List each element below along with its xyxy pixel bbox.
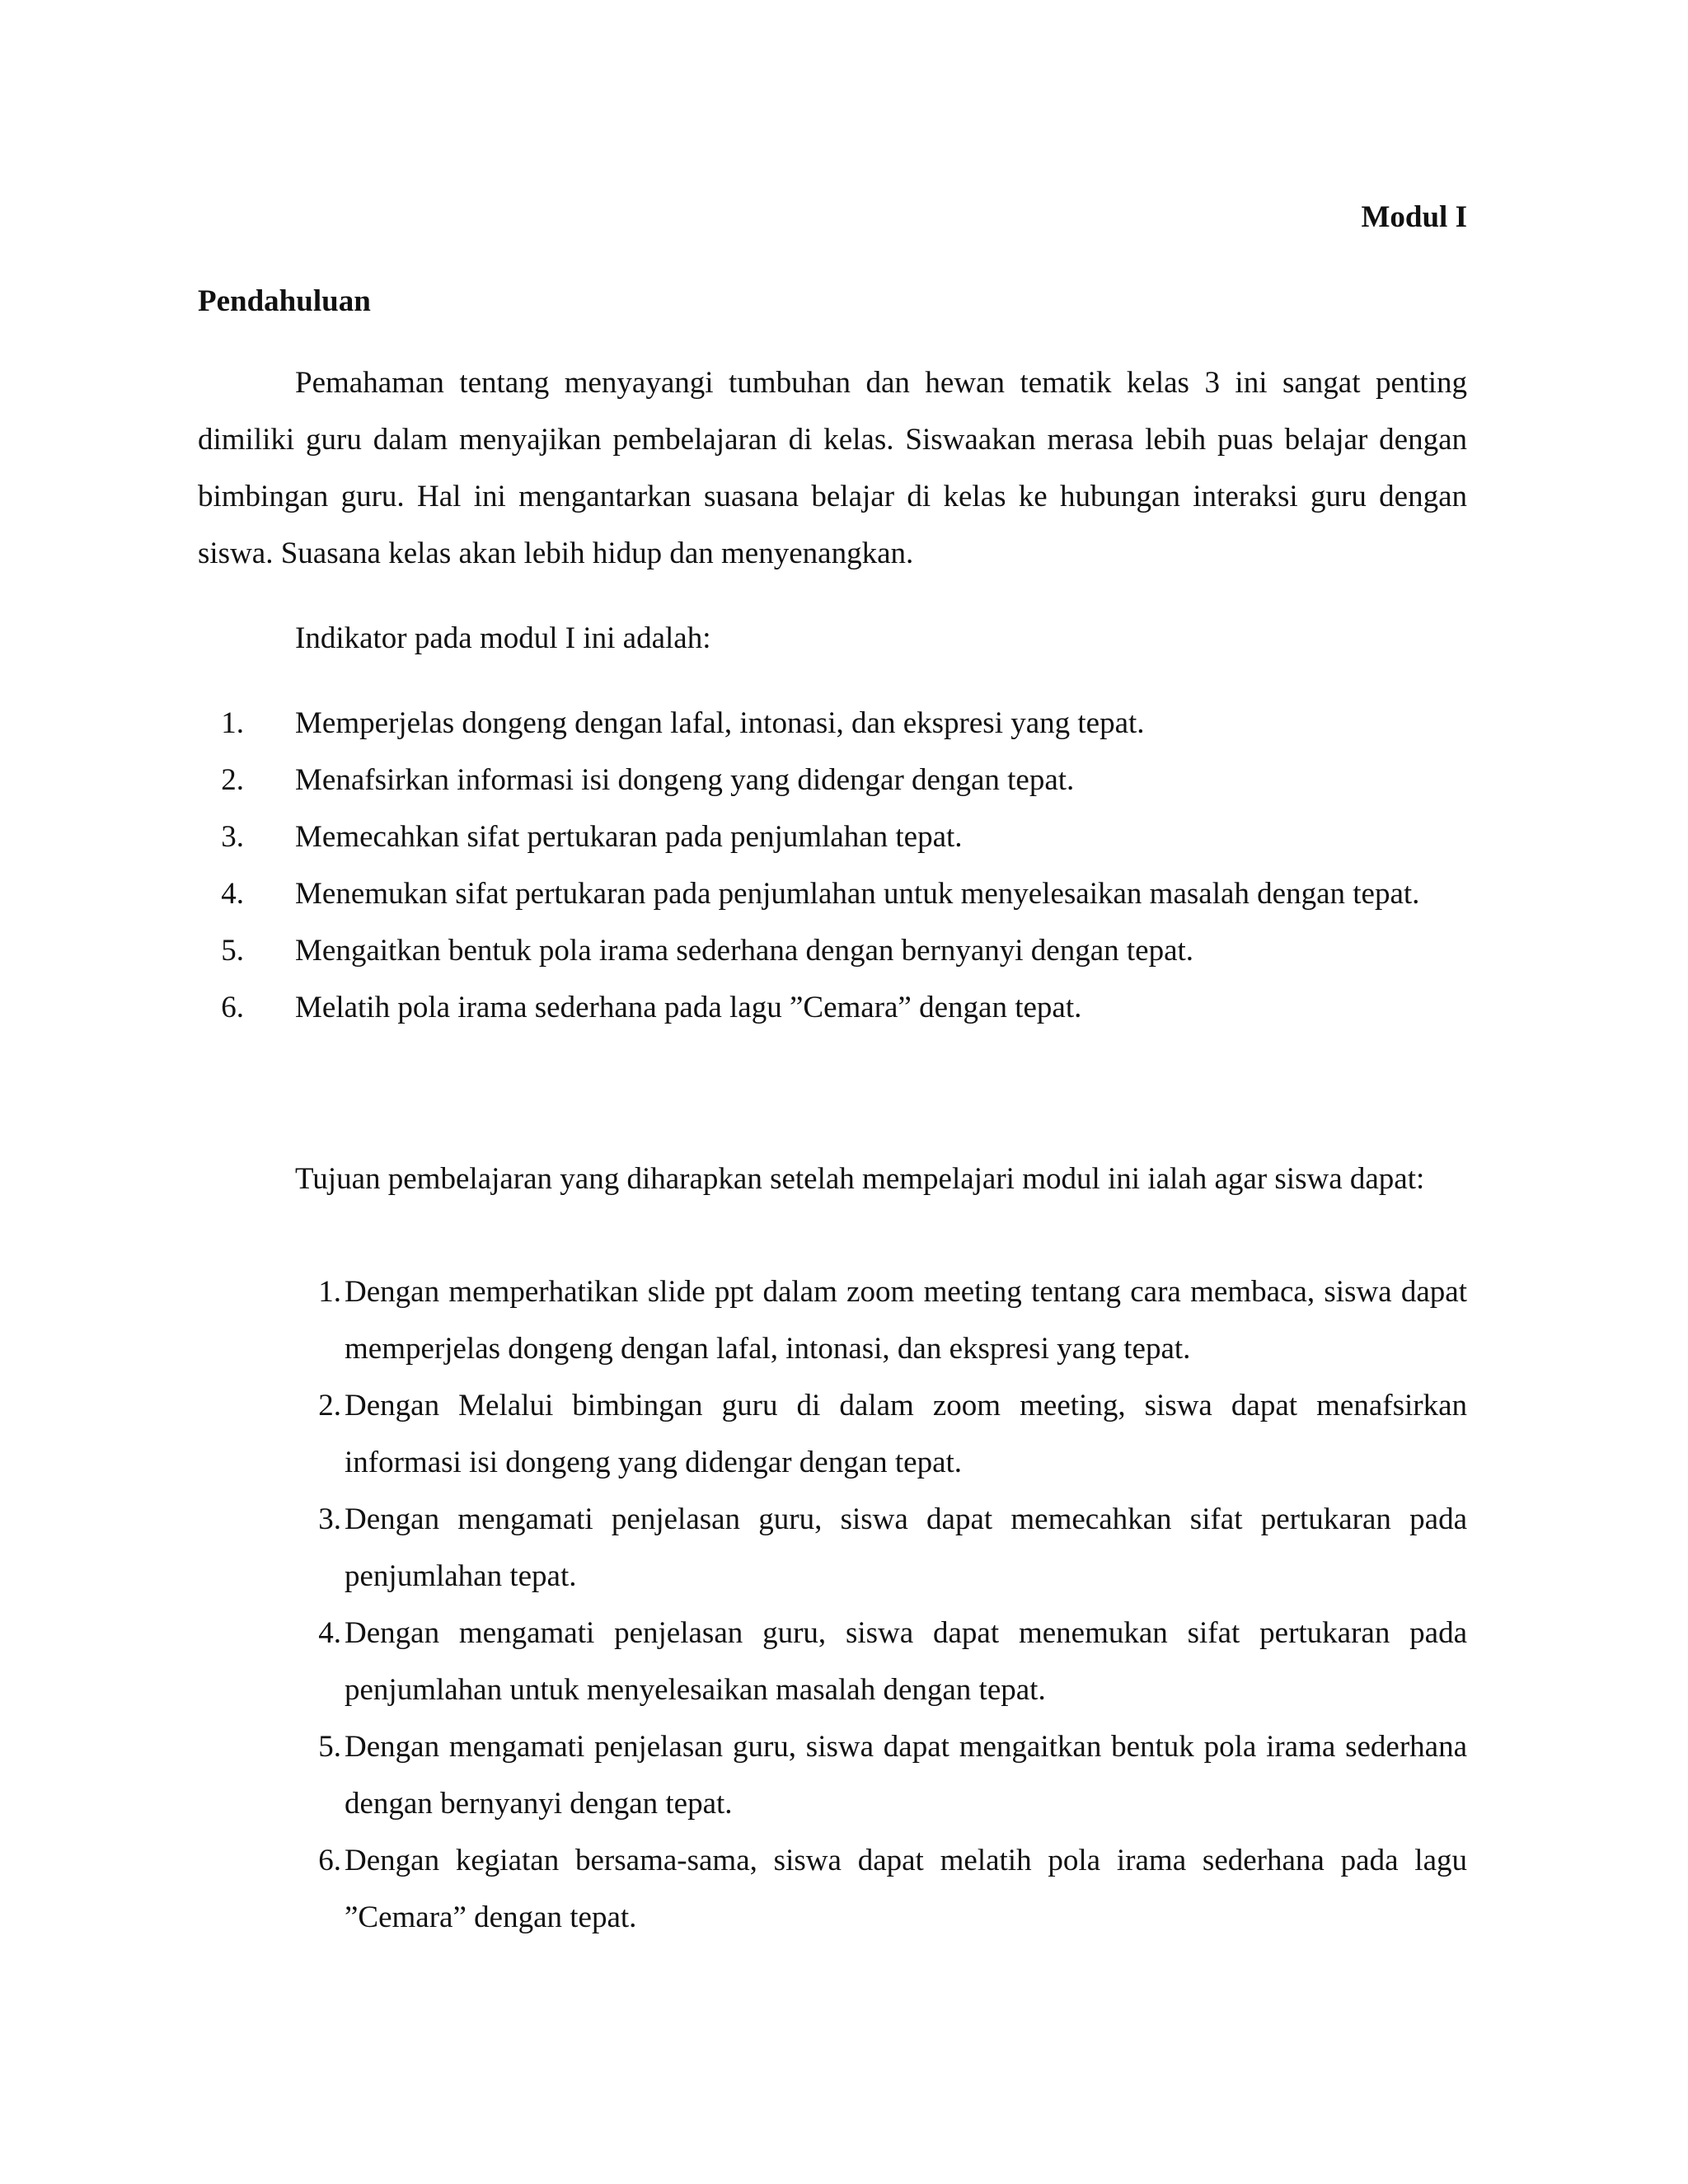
list-text: Mengaitkan bentuk pola irama sederhana dengan bernyanyi dengan tepat. [295, 934, 1194, 968]
list-item [221, 695, 1467, 752]
list-item [318, 1377, 1467, 1491]
list-item [318, 1718, 1467, 1832]
list-item [221, 922, 1467, 979]
list-text: Dengan mengamati penjelasan guru, siswa dapat memecahkan sifat pertukaran pada penjumlahan tepat. [345, 1502, 1467, 1593]
list-item [221, 865, 1467, 922]
list-text: Dengan Melalui bimbingan guru di dalam zoom meeting, siswa dapat menafsirkan informasi isi dongeng yang didengar dengan tepat. [345, 1389, 1467, 1479]
list-text: Dengan mengamati penjelasan guru, siswa dapat mengaitkan bentuk pola irama sederhana dengan bernyanyi dengan tepat. [345, 1730, 1467, 1821]
tujuan-lead: Tujuan pembelajaran yang diharapkan setelah mempelajari modul ini ialah agar siswa dapat: [295, 1162, 1425, 1196]
list-text: Dengan mengamati penjelasan guru, siswa dapat menemukan sifat pertukaran pada penjumlahan untuk menyelesaikan masalah dengan tepat. [345, 1616, 1467, 1707]
list-number: 2. [318, 1389, 341, 1422]
list-number: 4. [221, 877, 244, 911]
indicator-list [221, 695, 1467, 1036]
list-text: Menafsirkan informasi isi dongeng yang didengar dengan tepat. [295, 763, 1075, 797]
list-number: 6. [318, 1844, 341, 1877]
section-heading: Pendahuluan [198, 284, 371, 318]
list-text: Menemukan sifat pertukaran pada penjumlahan untuk menyelesaikan masalah dengan tepat. [295, 877, 1420, 911]
list-number: 4. [318, 1616, 341, 1650]
list-number: 5. [318, 1730, 341, 1764]
list-item [318, 1832, 1467, 1946]
intro-paragraph: Pemahaman tentang menyayangi tumbuhan dan hewan tematik kelas 3 ini sangat penting dimiliki guru dalam menyajikan pembelajaran di kelas. Siswaakan merasa lebih puas belajar dengan bimbingan guru. Hal ini mengantarkan suasana belajar di kelas ke hubungan interaksi guru dengan siswa. Suasana kelas akan lebih hidup dan menyenangkan. [198, 366, 1467, 570]
list-text: Memperjelas dongeng dengan lafal, intonasi, dan ekspresi yang tepat. [295, 706, 1145, 740]
list-text: Melatih pola irama sederhana pada lagu ”Cemara” dengan tepat. [295, 991, 1082, 1024]
list-item [318, 1605, 1467, 1718]
list-item [221, 979, 1467, 1036]
list-text: Dengan memperhatikan slide ppt dalam zoom meeting tentang cara membaca, siswa dapat memperjelas dongeng dengan lafal, intonasi, dan ekspresi yang tepat. [345, 1275, 1467, 1366]
list-number: 1. [221, 706, 244, 740]
tujuan-list [318, 1263, 1467, 1946]
list-number: 3. [221, 820, 244, 854]
list-number: 2. [221, 763, 244, 797]
indicator-lead: Indikator pada modul I ini adalah: [295, 621, 711, 655]
document-page [198, 0, 1467, 2184]
list-item [221, 752, 1467, 808]
list-number: 3. [318, 1502, 341, 1536]
module-title: Modul I [1361, 200, 1467, 234]
list-number: 1. [318, 1275, 341, 1309]
list-number: 6. [221, 991, 244, 1024]
list-item [318, 1263, 1467, 1377]
list-text: Memecahkan sifat pertukaran pada penjumlahan tepat. [295, 820, 963, 854]
list-item [318, 1491, 1467, 1605]
list-text: Dengan kegiatan bersama-sama, siswa dapat melatih pola irama sederhana pada lagu ”Cemara” dengan tepat. [345, 1844, 1467, 1934]
list-item [221, 808, 1467, 865]
list-number: 5. [221, 934, 244, 968]
